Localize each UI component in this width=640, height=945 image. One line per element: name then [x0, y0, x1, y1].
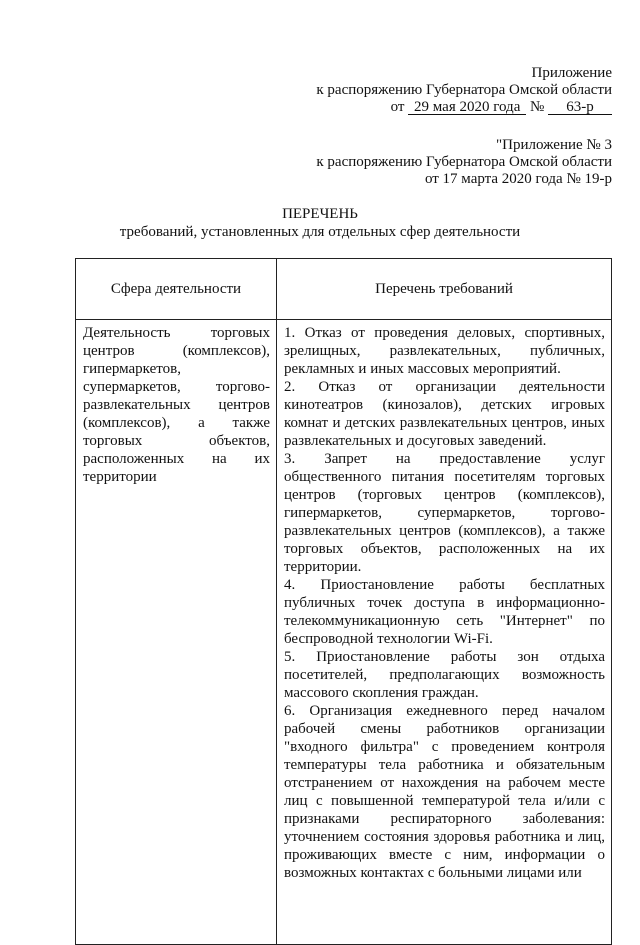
- requirement-item-1: 1. Отказ от проведения деловых, спортивных, зрелищных, развлекательных, публичных, рекламных и иных массовых мероприятий.: [284, 325, 605, 377]
- header-line-3: [316, 99, 612, 116]
- header-date: 29 мая 2020 года: [408, 100, 526, 115]
- header-number-sign: №: [529, 99, 545, 115]
- document-title: ПЕРЕЧЕНЬ: [282, 206, 358, 222]
- column-header-sphere: Сфера деятельности: [76, 259, 277, 320]
- header-date-prefix: от: [390, 99, 405, 115]
- requirements-cell: [277, 320, 612, 945]
- document-subtitle: требований, установленных для отдельных сфер деятельности: [119, 224, 521, 240]
- header-line-4: "Приложение № 3: [496, 137, 612, 153]
- header-line-2: к распоряжению Губернатора Омской области: [316, 82, 612, 98]
- table-header-row: [76, 259, 612, 320]
- header-line-5: к распоряжению Губернатора Омской области: [316, 154, 612, 170]
- table-row: [76, 320, 612, 945]
- appendix-header: [316, 65, 612, 116]
- header-number: 63-р: [548, 100, 612, 115]
- header-line-1: Приложение: [531, 65, 612, 81]
- requirement-item-4: 4. Приостановление работы бесплатных публичных точек доступа в информационно-телекоммуникационную сеть "Интернет" по беспроводной технологии Wi-Fi.: [284, 577, 605, 647]
- header-line-6: от 17 марта 2020 года № 19-р: [424, 171, 612, 187]
- requirements-table: [75, 258, 612, 945]
- requirement-item-6: 6. Организация ежедневного перед началом рабочей смены работников организации "входного фильтра" с проведением контроля температуры тела работника и обязательным отстранением от нахождения на рабочем месте лиц с повышенной температурой тела и/или с признаками респираторного заболевания: уточнением состояния здоровья работника и лиц, проживающих вместе с ним, информации о возможных контактах с больными лицами или: [284, 703, 605, 881]
- requirement-item-5: 5. Приостановление работы зон отдыха посетителей, предполагающих возможность массового скопления граждан.: [284, 649, 605, 701]
- sphere-cell: Деятельность торговых центров (комплексов), гипермаркетов, супермаркетов, торгово-развлекательных центров (комплексов), а также торговых объектов, расположенных на их территории: [76, 320, 277, 945]
- requirement-item-3: 3. Запрет на предоставление услуг общественного питания посетителям торговых центров (торговых центров (комплексов), гипермаркетов, супермаркетов, торгово-развлекательных центров (комплексов), а также торговых объектов, расположенных на их территории.: [284, 451, 605, 575]
- requirement-item-2: 2. Отказ от организации деятельности кинотеатров (кинозалов), детских игровых комнат и детских развлекательных центров, иных развлекательных и досуговых заведений.: [284, 379, 605, 449]
- appendix-3-header: [316, 137, 612, 188]
- column-header-requirements: Перечень требований: [277, 259, 612, 320]
